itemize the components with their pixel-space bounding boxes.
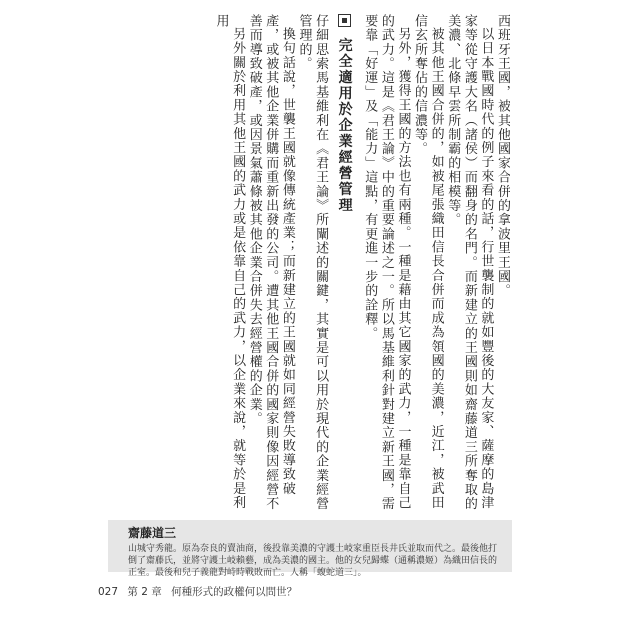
footnote-box [108,520,512,578]
paragraph-7: 另外關於利用其他王國的武力或是依靠自己的武力，以企業來說，就等於是利用 [213,14,246,510]
page-footer [98,584,528,600]
paragraph-6: 換句話說，世襲王國就像傳統產業；而新建立的王國就如同經營失敗導致破產，或被其他企業併購而重新出發的公司。遭其他王國合併的國家則像因經營不善而導致破產，或因景氣蕭條被其他企業合併失去經營權的企業。 [246,14,295,511]
paragraph-4: 另外，獲得王國的方法也有兩種。一種是藉由其它國家的武力，一種是靠自己的武力。這是《君王論》中的重要論述之一。所以馬基維利針對建立新王國，需要靠「好運」及「能力」這點，有更進一步的詮釋。 [362,14,411,511]
paragraph-1: 西班牙王國，被其他國家合併的拿波里王國。 [495,14,510,298]
section-heading [336,14,353,512]
footnote-title: 齋藤道三 [128,526,177,540]
vertical-body-text [112,14,510,512]
chapter-title: 何種形式的政權何以問世？ [171,586,298,598]
heading-bullet-icon [338,14,351,27]
paragraph-5: 仔細思索馬基維利在《君王論》所闡述的關鍵，其實是可以用於現代的企業經營管理的。 [296,14,329,511]
footnote-text: 山城守秀龍。原為奈良的賣油商，後投靠美濃的守護土岐家重臣長井氏並取而代之。最後他打倒了齋藤氏，並將守護土岐賴藝，成為美濃的國主。他的女兒歸蝶（通稱濃姬）為織田信長的正室。最後和兒子義龍對峙時戰敗而亡。人稱「蝮蛇道三」。 [128,544,498,578]
page-number: 027 [98,586,119,598]
paragraph-3: 被其他王國合併的，如被尾張織田信長合併而成為領國的美濃，近江，被武田信玄所奪佔的信濃等。 [412,14,444,510]
chapter-label: 第 2 章 [127,586,162,598]
section-heading-text: 完全適用於企業經營管理 [336,37,353,214]
paragraph-2: 以日本戰國時代的例子來看的話，行世襲制的就如豐後的大友家、薩摩的島津家等從守護大名（諸侯）而翻身的名門。而新建立的王國則如齋藤道三所奪取的美濃、北條早雲所制霸的相模等。 [445,14,494,511]
